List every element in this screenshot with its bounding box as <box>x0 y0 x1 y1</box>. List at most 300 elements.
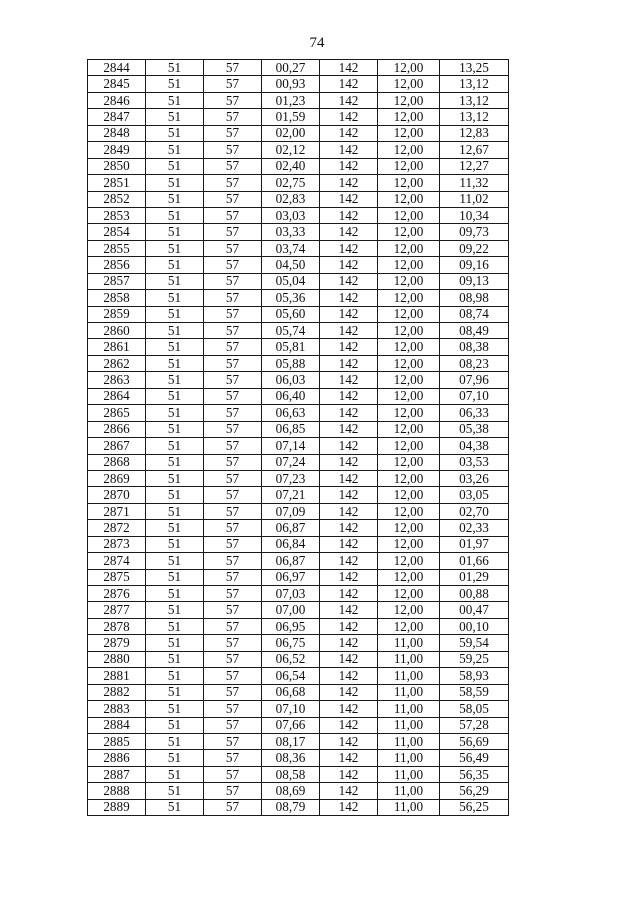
col-7-cell: 10,34 <box>440 207 509 223</box>
col-7-cell: 56,25 <box>440 799 509 815</box>
table-row <box>88 257 509 273</box>
col-7-cell: 03,53 <box>440 454 509 470</box>
table-row <box>88 799 509 815</box>
col-7-cell: 08,23 <box>440 355 509 371</box>
col-7-cell: 13,12 <box>440 76 509 92</box>
col-7-cell: 12,83 <box>440 125 509 141</box>
col-7-cell: 03,05 <box>440 487 509 503</box>
row-id-cell: 2851 <box>88 175 146 191</box>
row-id-cell: 2862 <box>88 355 146 371</box>
col-3-cell: 57 <box>204 142 262 158</box>
col-4-cell: 07,10 <box>262 701 320 717</box>
col-4-cell: 05,74 <box>262 323 320 339</box>
col-7-cell: 08,38 <box>440 339 509 355</box>
col-2-cell: 51 <box>146 520 204 536</box>
row-id-cell: 2870 <box>88 487 146 503</box>
col-4-cell: 07,23 <box>262 470 320 486</box>
col-6-cell: 11,00 <box>378 750 440 766</box>
col-2-cell: 51 <box>146 701 204 717</box>
col-4-cell: 07,14 <box>262 438 320 454</box>
col-2-cell: 51 <box>146 290 204 306</box>
col-2-cell: 51 <box>146 651 204 667</box>
col-7-cell: 03,26 <box>440 470 509 486</box>
col-2-cell: 51 <box>146 717 204 733</box>
col-3-cell: 57 <box>204 766 262 782</box>
table-row <box>88 372 509 388</box>
col-6-cell: 12,00 <box>378 405 440 421</box>
table-row <box>88 470 509 486</box>
row-id-cell: 2876 <box>88 586 146 602</box>
col-6-cell: 12,00 <box>378 290 440 306</box>
col-2-cell: 51 <box>146 224 204 240</box>
col-4-cell: 05,36 <box>262 290 320 306</box>
row-id-cell: 2848 <box>88 125 146 141</box>
col-6-cell: 12,00 <box>378 372 440 388</box>
row-id-cell: 2880 <box>88 651 146 667</box>
col-3-cell: 57 <box>204 520 262 536</box>
col-3-cell: 57 <box>204 109 262 125</box>
col-3-cell: 57 <box>204 306 262 322</box>
table-row <box>88 191 509 207</box>
row-id-cell: 2886 <box>88 750 146 766</box>
col-6-cell: 11,00 <box>378 701 440 717</box>
row-id-cell: 2885 <box>88 733 146 749</box>
col-7-cell: 56,29 <box>440 783 509 799</box>
col-6-cell: 11,00 <box>378 684 440 700</box>
row-id-cell: 2879 <box>88 635 146 651</box>
table-row <box>88 60 509 76</box>
col-2-cell: 51 <box>146 799 204 815</box>
col-5-cell: 142 <box>320 372 378 388</box>
col-7-cell: 13,12 <box>440 109 509 125</box>
col-4-cell: 03,33 <box>262 224 320 240</box>
col-7-cell: 56,69 <box>440 733 509 749</box>
table-row <box>88 339 509 355</box>
col-3-cell: 57 <box>204 701 262 717</box>
col-2-cell: 51 <box>146 470 204 486</box>
col-3-cell: 57 <box>204 240 262 256</box>
col-5-cell: 142 <box>320 750 378 766</box>
col-2-cell: 51 <box>146 372 204 388</box>
col-3-cell: 57 <box>204 487 262 503</box>
col-5-cell: 142 <box>320 323 378 339</box>
row-id-cell: 2881 <box>88 668 146 684</box>
col-3-cell: 57 <box>204 438 262 454</box>
col-4-cell: 06,85 <box>262 421 320 437</box>
table-row <box>88 766 509 782</box>
col-5-cell: 142 <box>320 142 378 158</box>
col-2-cell: 51 <box>146 142 204 158</box>
col-2-cell: 51 <box>146 405 204 421</box>
col-4-cell: 02,12 <box>262 142 320 158</box>
col-4-cell: 00,27 <box>262 60 320 76</box>
table-row <box>88 438 509 454</box>
table-row <box>88 158 509 174</box>
col-5-cell: 142 <box>320 339 378 355</box>
table-row <box>88 388 509 404</box>
col-7-cell: 00,88 <box>440 586 509 602</box>
col-5-cell: 142 <box>320 454 378 470</box>
col-7-cell: 58,05 <box>440 701 509 717</box>
col-7-cell: 12,67 <box>440 142 509 158</box>
col-5-cell: 142 <box>320 651 378 667</box>
row-id-cell: 2864 <box>88 388 146 404</box>
row-id-cell: 2866 <box>88 421 146 437</box>
col-2-cell: 51 <box>146 207 204 223</box>
col-3-cell: 57 <box>204 750 262 766</box>
table-row <box>88 487 509 503</box>
col-7-cell: 06,33 <box>440 405 509 421</box>
table-body <box>88 60 509 816</box>
col-3-cell: 57 <box>204 454 262 470</box>
table-row <box>88 684 509 700</box>
col-2-cell: 51 <box>146 454 204 470</box>
col-7-cell: 08,49 <box>440 323 509 339</box>
row-id-cell: 2875 <box>88 569 146 585</box>
col-2-cell: 51 <box>146 191 204 207</box>
col-5-cell: 142 <box>320 668 378 684</box>
data-table <box>87 59 509 816</box>
col-7-cell: 00,47 <box>440 602 509 618</box>
col-2-cell: 51 <box>146 109 204 125</box>
col-3-cell: 57 <box>204 207 262 223</box>
col-5-cell: 142 <box>320 60 378 76</box>
table-row <box>88 76 509 92</box>
col-4-cell: 06,03 <box>262 372 320 388</box>
col-7-cell: 12,27 <box>440 158 509 174</box>
col-4-cell: 06,87 <box>262 520 320 536</box>
col-6-cell: 11,00 <box>378 799 440 815</box>
col-7-cell: 59,54 <box>440 635 509 651</box>
col-5-cell: 142 <box>320 701 378 717</box>
row-id-cell: 2874 <box>88 553 146 569</box>
col-4-cell: 00,93 <box>262 76 320 92</box>
col-6-cell: 12,00 <box>378 191 440 207</box>
col-4-cell: 08,79 <box>262 799 320 815</box>
col-3-cell: 57 <box>204 470 262 486</box>
col-2-cell: 51 <box>146 257 204 273</box>
table-row <box>88 109 509 125</box>
col-6-cell: 11,00 <box>378 651 440 667</box>
col-2-cell: 51 <box>146 323 204 339</box>
col-3-cell: 57 <box>204 799 262 815</box>
col-6-cell: 12,00 <box>378 487 440 503</box>
col-6-cell: 12,00 <box>378 388 440 404</box>
table-row <box>88 355 509 371</box>
row-id-cell: 2857 <box>88 273 146 289</box>
col-6-cell: 12,00 <box>378 158 440 174</box>
table-row <box>88 553 509 569</box>
col-2-cell: 51 <box>146 602 204 618</box>
row-id-cell: 2860 <box>88 323 146 339</box>
col-4-cell: 05,60 <box>262 306 320 322</box>
col-2-cell: 51 <box>146 569 204 585</box>
col-5-cell: 142 <box>320 536 378 552</box>
table-row <box>88 651 509 667</box>
table-row <box>88 602 509 618</box>
col-2-cell: 51 <box>146 668 204 684</box>
col-6-cell: 12,00 <box>378 602 440 618</box>
table-row <box>88 92 509 108</box>
table-row <box>88 142 509 158</box>
col-3-cell: 57 <box>204 92 262 108</box>
col-6-cell: 12,00 <box>378 421 440 437</box>
col-5-cell: 142 <box>320 109 378 125</box>
col-4-cell: 05,88 <box>262 355 320 371</box>
col-7-cell: 01,97 <box>440 536 509 552</box>
col-4-cell: 07,00 <box>262 602 320 618</box>
col-6-cell: 12,00 <box>378 306 440 322</box>
col-7-cell: 56,35 <box>440 766 509 782</box>
col-5-cell: 142 <box>320 125 378 141</box>
table-row <box>88 421 509 437</box>
col-4-cell: 05,04 <box>262 273 320 289</box>
col-3-cell: 57 <box>204 586 262 602</box>
col-4-cell: 07,03 <box>262 586 320 602</box>
row-id-cell: 2872 <box>88 520 146 536</box>
col-6-cell: 11,00 <box>378 717 440 733</box>
col-2-cell: 51 <box>146 76 204 92</box>
col-5-cell: 142 <box>320 290 378 306</box>
col-5-cell: 142 <box>320 92 378 108</box>
table-row <box>88 175 509 191</box>
table-row <box>88 454 509 470</box>
col-5-cell: 142 <box>320 388 378 404</box>
col-4-cell: 08,69 <box>262 783 320 799</box>
col-5-cell: 142 <box>320 470 378 486</box>
col-6-cell: 12,00 <box>378 207 440 223</box>
col-2-cell: 51 <box>146 766 204 782</box>
col-7-cell: 59,25 <box>440 651 509 667</box>
col-4-cell: 06,84 <box>262 536 320 552</box>
col-7-cell: 11,02 <box>440 191 509 207</box>
col-4-cell: 02,83 <box>262 191 320 207</box>
col-3-cell: 57 <box>204 503 262 519</box>
col-5-cell: 142 <box>320 717 378 733</box>
col-4-cell: 05,81 <box>262 339 320 355</box>
table-row <box>88 125 509 141</box>
row-id-cell: 2847 <box>88 109 146 125</box>
table-row <box>88 503 509 519</box>
col-4-cell: 06,97 <box>262 569 320 585</box>
col-6-cell: 12,00 <box>378 175 440 191</box>
row-id-cell: 2850 <box>88 158 146 174</box>
row-id-cell: 2844 <box>88 60 146 76</box>
col-2-cell: 51 <box>146 553 204 569</box>
col-2-cell: 51 <box>146 503 204 519</box>
col-7-cell: 01,66 <box>440 553 509 569</box>
col-7-cell: 58,93 <box>440 668 509 684</box>
col-2-cell: 51 <box>146 421 204 437</box>
col-6-cell: 12,00 <box>378 470 440 486</box>
col-5-cell: 142 <box>320 355 378 371</box>
table-row <box>88 306 509 322</box>
col-5-cell: 142 <box>320 421 378 437</box>
col-2-cell: 51 <box>146 388 204 404</box>
col-6-cell: 11,00 <box>378 635 440 651</box>
col-3-cell: 57 <box>204 635 262 651</box>
col-7-cell: 08,74 <box>440 306 509 322</box>
col-4-cell: 02,00 <box>262 125 320 141</box>
col-6-cell: 12,00 <box>378 76 440 92</box>
col-3-cell: 57 <box>204 783 262 799</box>
col-6-cell: 12,00 <box>378 586 440 602</box>
col-7-cell: 02,33 <box>440 520 509 536</box>
col-5-cell: 142 <box>320 553 378 569</box>
table-row <box>88 717 509 733</box>
col-6-cell: 11,00 <box>378 783 440 799</box>
col-4-cell: 01,59 <box>262 109 320 125</box>
col-2-cell: 51 <box>146 750 204 766</box>
col-5-cell: 142 <box>320 733 378 749</box>
col-7-cell: 13,25 <box>440 60 509 76</box>
col-6-cell: 11,00 <box>378 766 440 782</box>
col-2-cell: 51 <box>146 60 204 76</box>
col-6-cell: 12,00 <box>378 553 440 569</box>
col-5-cell: 142 <box>320 240 378 256</box>
row-id-cell: 2877 <box>88 602 146 618</box>
col-3-cell: 57 <box>204 323 262 339</box>
table-row <box>88 586 509 602</box>
table-row <box>88 536 509 552</box>
col-7-cell: 56,49 <box>440 750 509 766</box>
col-7-cell: 09,22 <box>440 240 509 256</box>
col-2-cell: 51 <box>146 684 204 700</box>
col-7-cell: 05,38 <box>440 421 509 437</box>
col-5-cell: 142 <box>320 273 378 289</box>
col-3-cell: 57 <box>204 158 262 174</box>
col-7-cell: 09,13 <box>440 273 509 289</box>
col-2-cell: 51 <box>146 125 204 141</box>
row-id-cell: 2849 <box>88 142 146 158</box>
col-5-cell: 142 <box>320 618 378 634</box>
row-id-cell: 2853 <box>88 207 146 223</box>
col-6-cell: 12,00 <box>378 569 440 585</box>
col-2-cell: 51 <box>146 618 204 634</box>
row-id-cell: 2867 <box>88 438 146 454</box>
col-7-cell: 11,32 <box>440 175 509 191</box>
row-id-cell: 2868 <box>88 454 146 470</box>
col-6-cell: 12,00 <box>378 454 440 470</box>
col-5-cell: 142 <box>320 503 378 519</box>
page-number: 74 <box>309 35 325 51</box>
row-id-cell: 2855 <box>88 240 146 256</box>
col-6-cell: 12,00 <box>378 224 440 240</box>
table-row <box>88 290 509 306</box>
col-3-cell: 57 <box>204 651 262 667</box>
col-4-cell: 06,52 <box>262 651 320 667</box>
col-7-cell: 13,12 <box>440 92 509 108</box>
table-row <box>88 273 509 289</box>
col-7-cell: 58,59 <box>440 684 509 700</box>
table-row <box>88 240 509 256</box>
row-id-cell: 2887 <box>88 766 146 782</box>
col-3-cell: 57 <box>204 388 262 404</box>
col-2-cell: 51 <box>146 240 204 256</box>
col-3-cell: 57 <box>204 421 262 437</box>
col-3-cell: 57 <box>204 684 262 700</box>
col-5-cell: 142 <box>320 635 378 651</box>
col-6-cell: 12,00 <box>378 273 440 289</box>
col-5-cell: 142 <box>320 306 378 322</box>
col-4-cell: 08,17 <box>262 733 320 749</box>
row-id-cell: 2871 <box>88 503 146 519</box>
col-3-cell: 57 <box>204 175 262 191</box>
col-4-cell: 07,09 <box>262 503 320 519</box>
col-4-cell: 06,87 <box>262 553 320 569</box>
col-5-cell: 142 <box>320 257 378 273</box>
col-4-cell: 02,75 <box>262 175 320 191</box>
row-id-cell: 2889 <box>88 799 146 815</box>
col-4-cell: 03,74 <box>262 240 320 256</box>
table-row <box>88 783 509 799</box>
col-5-cell: 142 <box>320 191 378 207</box>
col-3-cell: 57 <box>204 355 262 371</box>
col-4-cell: 06,75 <box>262 635 320 651</box>
col-6-cell: 12,00 <box>378 257 440 273</box>
col-6-cell: 12,00 <box>378 339 440 355</box>
col-6-cell: 12,00 <box>378 92 440 108</box>
row-id-cell: 2861 <box>88 339 146 355</box>
row-id-cell: 2882 <box>88 684 146 700</box>
col-6-cell: 11,00 <box>378 668 440 684</box>
row-id-cell: 2846 <box>88 92 146 108</box>
col-2-cell: 51 <box>146 536 204 552</box>
row-id-cell: 2888 <box>88 783 146 799</box>
col-6-cell: 12,00 <box>378 536 440 552</box>
col-4-cell: 08,36 <box>262 750 320 766</box>
col-3-cell: 57 <box>204 372 262 388</box>
col-7-cell: 00,10 <box>440 618 509 634</box>
col-5-cell: 142 <box>320 438 378 454</box>
row-id-cell: 2845 <box>88 76 146 92</box>
row-id-cell: 2869 <box>88 470 146 486</box>
table-row <box>88 323 509 339</box>
table-row <box>88 701 509 717</box>
col-7-cell: 01,29 <box>440 569 509 585</box>
table-row <box>88 405 509 421</box>
col-7-cell: 57,28 <box>440 717 509 733</box>
col-6-cell: 12,00 <box>378 125 440 141</box>
col-4-cell: 02,40 <box>262 158 320 174</box>
col-5-cell: 142 <box>320 175 378 191</box>
col-7-cell: 04,38 <box>440 438 509 454</box>
row-id-cell: 2883 <box>88 701 146 717</box>
col-7-cell: 02,70 <box>440 503 509 519</box>
col-5-cell: 142 <box>320 569 378 585</box>
col-6-cell: 12,00 <box>378 109 440 125</box>
table-row <box>88 635 509 651</box>
col-6-cell: 12,00 <box>378 503 440 519</box>
col-3-cell: 57 <box>204 290 262 306</box>
col-3-cell: 57 <box>204 60 262 76</box>
col-5-cell: 142 <box>320 158 378 174</box>
col-7-cell: 09,73 <box>440 224 509 240</box>
col-7-cell: 08,98 <box>440 290 509 306</box>
col-2-cell: 51 <box>146 355 204 371</box>
col-3-cell: 57 <box>204 405 262 421</box>
col-6-cell: 11,00 <box>378 733 440 749</box>
col-6-cell: 12,00 <box>378 240 440 256</box>
table-row <box>88 224 509 240</box>
col-4-cell: 06,54 <box>262 668 320 684</box>
row-id-cell: 2859 <box>88 306 146 322</box>
row-id-cell: 2856 <box>88 257 146 273</box>
col-3-cell: 57 <box>204 618 262 634</box>
col-3-cell: 57 <box>204 717 262 733</box>
col-4-cell: 07,66 <box>262 717 320 733</box>
col-4-cell: 04,50 <box>262 257 320 273</box>
